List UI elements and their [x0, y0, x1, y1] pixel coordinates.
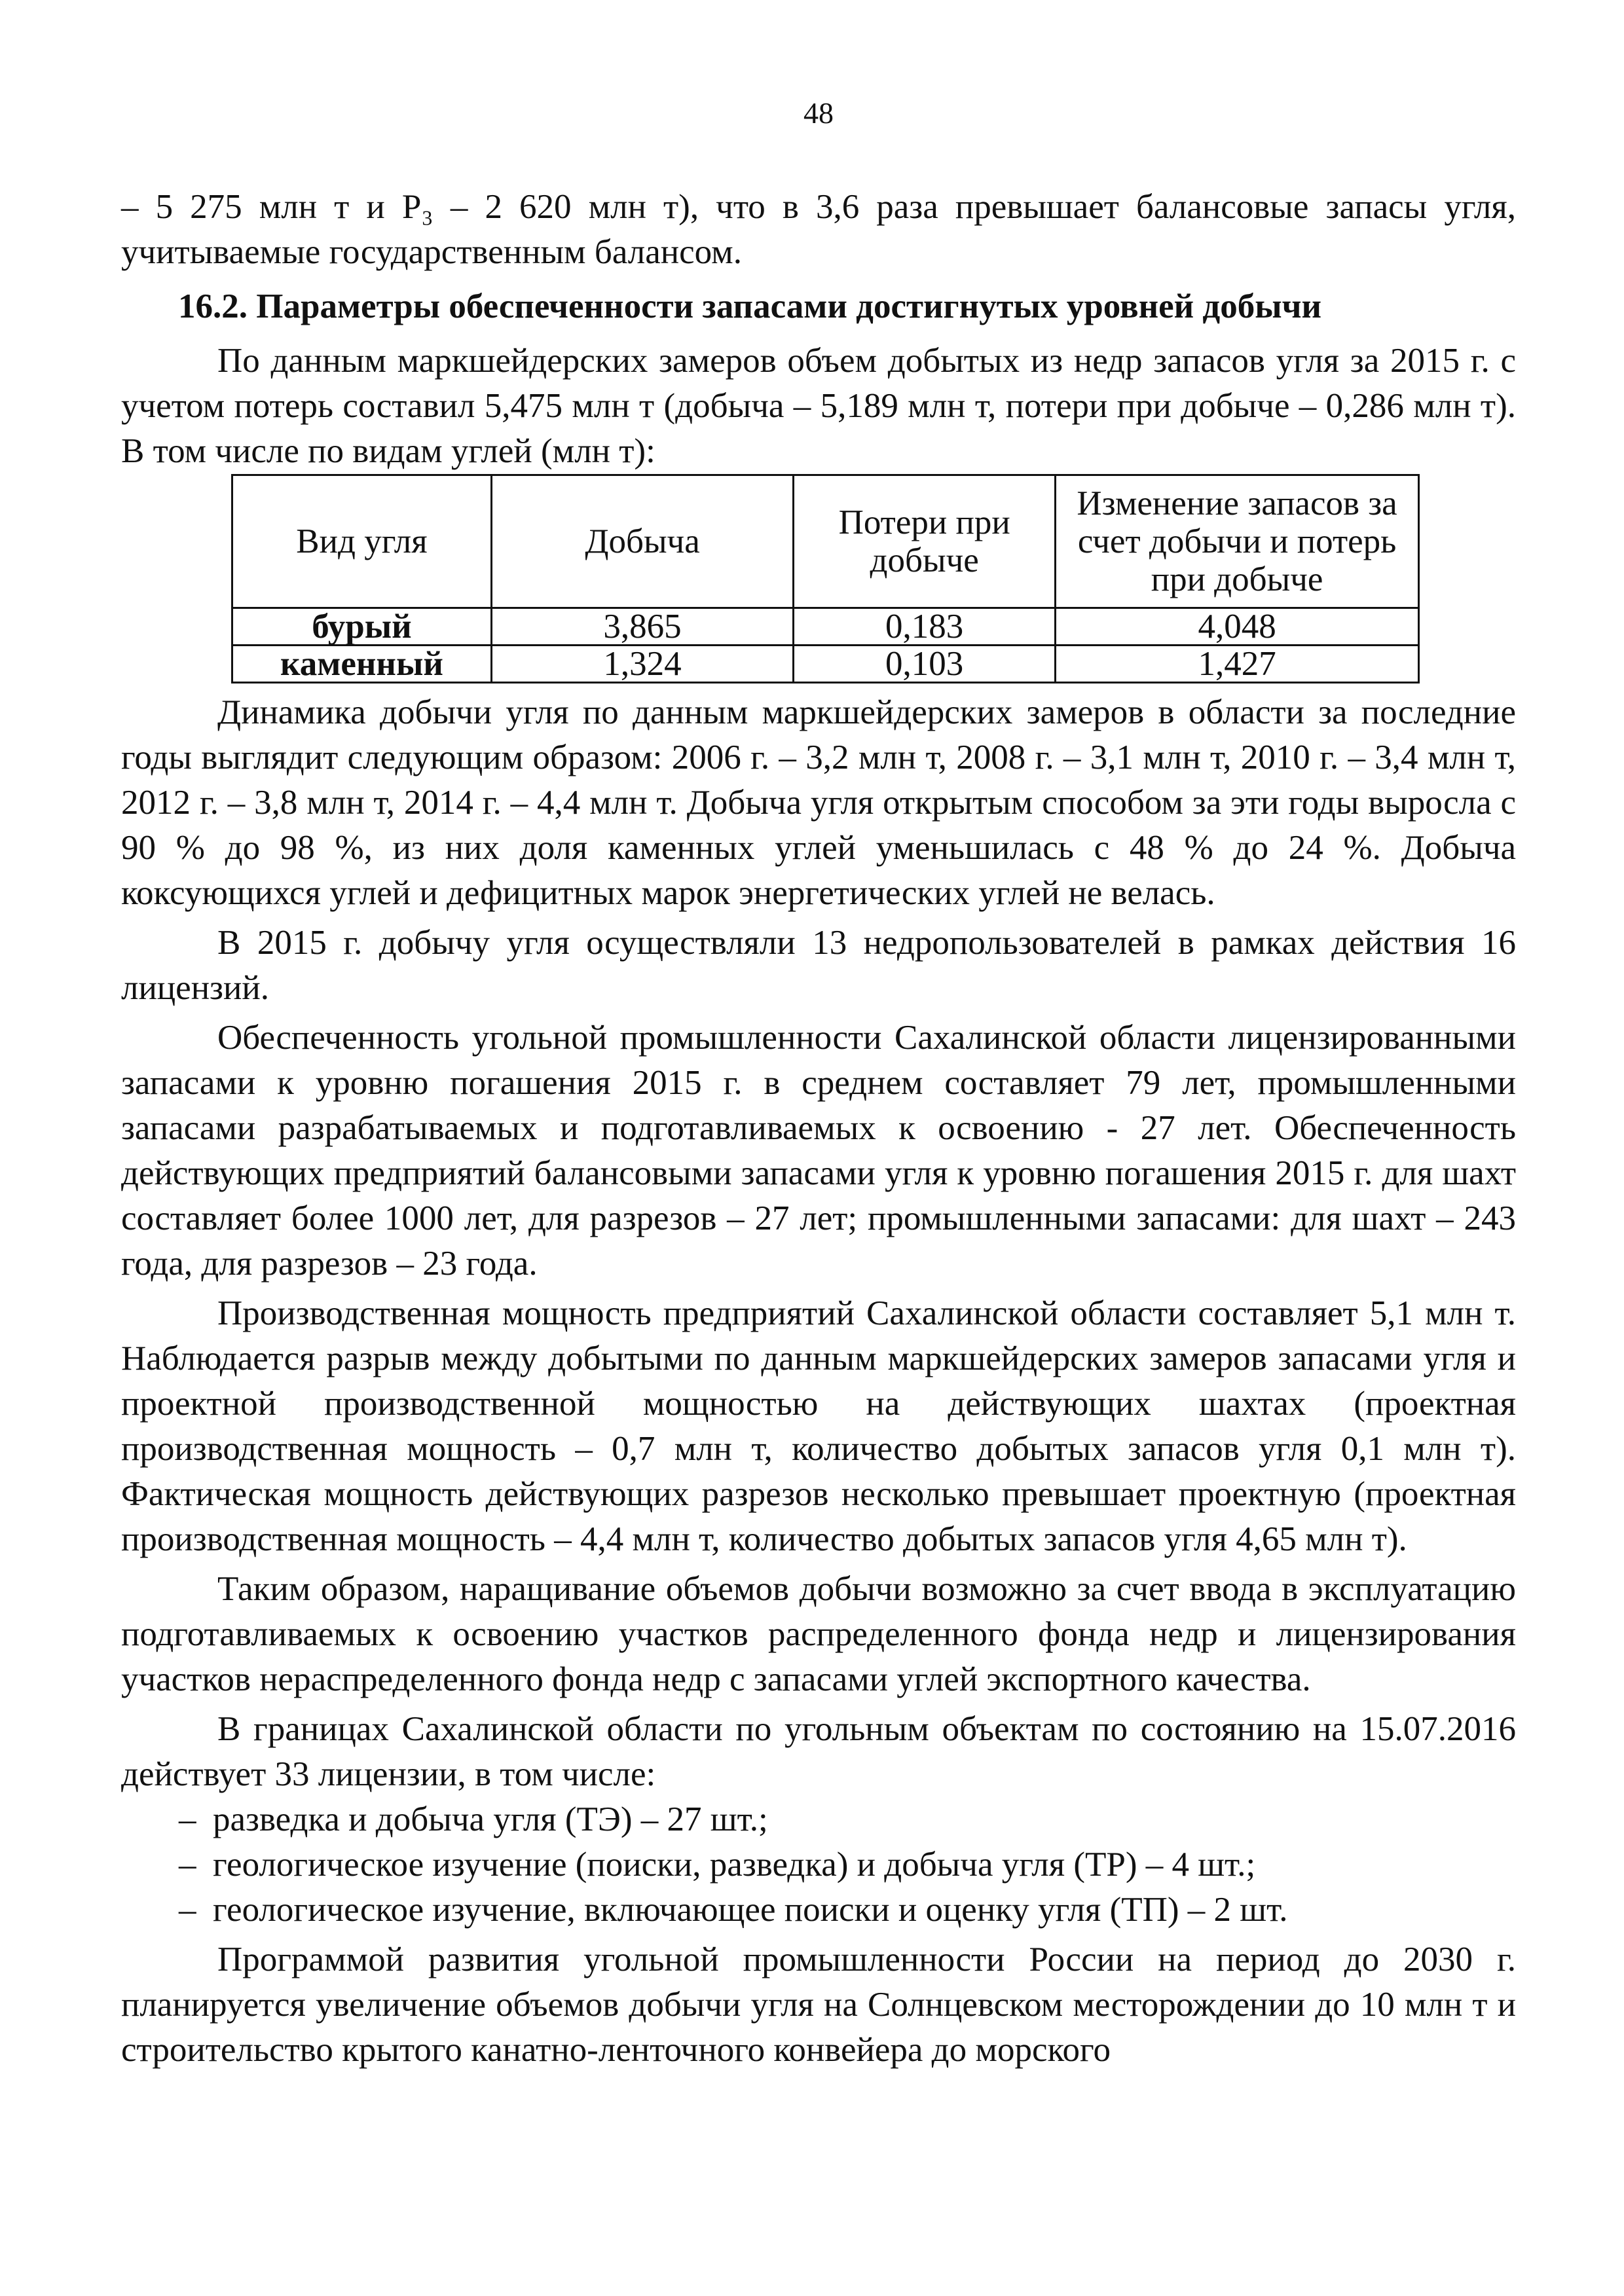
header-production: Добыча — [491, 475, 793, 608]
table-row — [232, 608, 1419, 646]
cell-coal-type: бурый — [232, 608, 492, 646]
paragraph-growth: Таким образом, наращивание объемов добычи возможно за счет ввода в эксплуатацию подготавливаемых к освоению участков распределенного фонда недр и лицензирования участков нераспределенного фонда недр с запасами углей экспортного качества. — [121, 1570, 1516, 1698]
paragraph-supply: Обеспеченность угольной промышленности Сахалинской области лицензированными запасами к уровню погашения 2015 г. в среднем составляет 79 лет, промышленными запасами разрабатываемых и подготавливаемых к освоению - 27 лет. Обеспеченность действующих предприятий балансовыми запасами угля к уровню погашения 2015 г. для шахт составляет более 1000 лет, для разрезов – 27 лет; промышленными запасами: для шахт – 243 года, для разрезов – 23 года. — [121, 1019, 1516, 1283]
list-dash: – — [179, 1800, 196, 1838]
header-coal-type: Вид угля — [232, 475, 492, 608]
page-number: 48 — [803, 96, 834, 130]
table-row — [232, 646, 1419, 683]
cell-reserve-change: 1,427 — [1056, 646, 1419, 683]
header-losses: Потери при добыче — [794, 475, 1056, 608]
page-body — [121, 185, 1516, 2073]
list-dash: – — [179, 1846, 196, 1884]
cell-losses: 0,103 — [794, 646, 1056, 683]
coal-production-table — [231, 474, 1420, 683]
paragraph-capacity: Производственная мощность предприятий Сахалинской области составляет 5,1 млн т. Наблюдается разрыв между добытыми по данным маркшейдерских замеров запасами угля и проектной производственной мощностью на действующих шахтах (проектная производственная мощность – 0,7 млн т, количество добытых запасов угля 0,1 млн т). Фактическая мощность действующих разрезов несколько превышает проектную (проектная производственная мощность – 4,4 млн т, количество добытых запасов угля 4,65 млн т). — [121, 1294, 1516, 1558]
cell-losses: 0,183 — [794, 608, 1056, 646]
paragraph-licenses: В границах Сахалинской области по угольным объектам по состоянию на 15.07.2016 действует 33 лицензии, в том числе: — [121, 1710, 1516, 1793]
paragraph-intro: – 5 275 млн т и Р₃ – 2 620 млн т), что в 3,6 раза превышает балансовые запасы угля, учитываемые государственным балансом. — [121, 188, 1516, 271]
cell-production: 1,324 — [491, 646, 793, 683]
header-reserve-change: Изменение запасов за счет добычи и потерь при добыче — [1056, 475, 1419, 608]
list-item — [179, 1842, 1516, 1887]
cell-coal-type: каменный — [232, 646, 492, 683]
list-item-text: геологическое изучение, включающее поиски и оценку угля (ТП) – 2 шт. — [213, 1891, 1288, 1929]
list-item — [179, 1887, 1516, 1933]
list-item-text: разведка и добыча угля (ТЭ) – 27 шт.; — [213, 1800, 768, 1838]
cell-reserve-change: 4,048 — [1056, 608, 1419, 646]
license-list — [121, 1797, 1516, 1933]
list-item-text: геологическое изучение (поиски, разведка) и добыча угля (ТР) – 4 шт.; — [213, 1846, 1256, 1884]
table-header-row — [232, 475, 1419, 608]
paragraph-dynamics: Динамика добычи угля по данным маркшейдерских замеров в области за последние годы выглядит следующим образом: 2006 г. – 3,2 млн т, 2008 г. – 3,1 млн т, 2010 г. – 3,4 млн т, 2012 г. – 3,8 млн т, 2014 г. – 4,4 млн т. Добыча угля открытым способом за эти годы выросла с 90 % до 98 %, из них доля каменных углей уменьшилась с 48 % до 24 %. Добыча коксующихся углей и дефицитных марок энергетических углей не велась. — [121, 693, 1516, 912]
paragraph-survey: По данным маркшейдерских замеров объем добытых из недр запасов угля за 2015 г. с учетом потерь составил 5,475 млн т (добыча – 5,189 млн т, потери при добыче – 0,286 млн т). В том числе по видам углей (млн т): — [121, 342, 1516, 470]
section-heading: 16.2. Параметры обеспеченности запасами достигнутых уровней добычи — [178, 287, 1322, 325]
cell-production: 3,865 — [491, 608, 793, 646]
list-item — [179, 1797, 1516, 1842]
paragraph-program: Программой развития угольной промышленности России на период до 2030 г. планируется увеличение объемов добычи угля на Солнцевском месторождении до 10 млн т и строительство крытого канатно-ленточного конвейера до морского — [121, 1941, 1516, 2069]
paragraph-users: В 2015 г. добычу угля осуществляли 13 недропользователей в рамках действия 16 лицензий. — [121, 924, 1516, 1007]
list-dash: – — [179, 1891, 196, 1929]
